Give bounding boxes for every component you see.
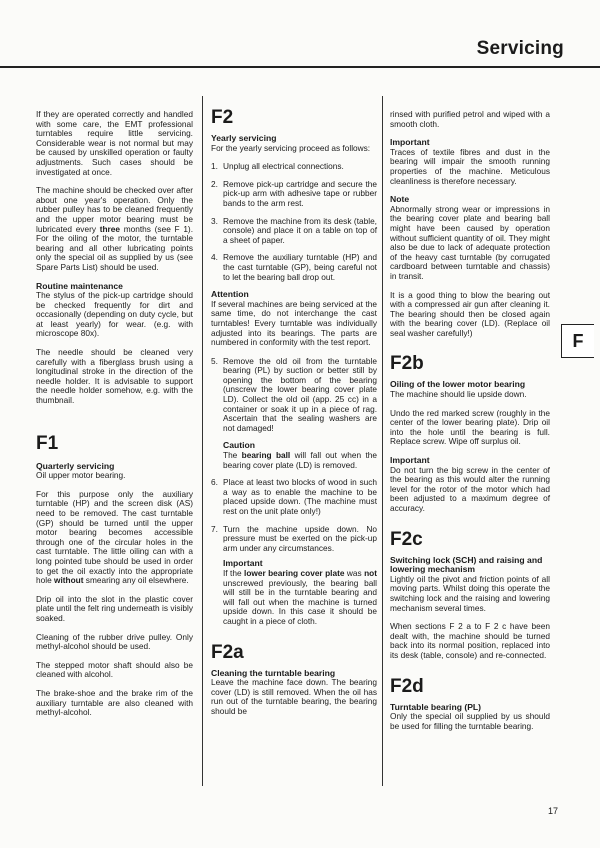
section-f2d-heading: F2d	[390, 675, 424, 697]
blow-text: It is a good thing to blow the bearing out with a compressed air gun after cleaning it. The bearing should then be closed again with the bearing cover (LD). (Replace oil seal washer carefully!)	[390, 289, 550, 338]
cleaning-bearing-heading: Cleaning the turntable bearing	[211, 667, 336, 678]
page-title: Servicing	[476, 38, 564, 59]
f1-paragraph-5: The brake-shoe and the brake rim of the auxiliary turntable are also cleaned with methyl-alcohol.	[36, 687, 193, 718]
sections-text: When sections F 2 a to F 2 c have been dealt with, the machine should be turned back into its normal position, replaced into its desk (table, console) and re-connected.	[390, 621, 550, 660]
page-number: 17	[547, 806, 558, 816]
column-3	[390, 110, 550, 740]
important2-heading: Important	[390, 455, 430, 466]
f1-paragraph-4: The stepped motor shaft should also be cleaned with alcohol.	[36, 659, 193, 680]
routine-paragraph: The stylus of the pick-up cartridge should be checked frequently for dirt and occasionally (depending on duty cycle, but at least yearly) for wear. (e.g. with microscope 80x).	[36, 290, 193, 339]
f1-paragraph-2: Drip oil into the slot in the plastic cover plate until the felt ring underneath is visibly soaked.	[36, 593, 193, 623]
section-f2a-heading: F2a	[211, 641, 244, 663]
section-f2c-heading: F2c	[390, 528, 423, 550]
important-heading: Important	[390, 137, 430, 148]
step-item: 6. Place at least two blocks of wood in such a way as to enable the machine to be placed upside down. (The machine must rest on the unit plate only!)	[211, 477, 377, 516]
undo-text: Undo the red marked screw (roughly in the center of the lower bearing plate). Drip oil into the hole until the bearing is full. Replace screw. Wipe off surplus oil.	[390, 407, 550, 447]
switching-lock-heading: Switching lock (SCH) and raising and lowering mechanism	[390, 554, 543, 575]
column-divider	[382, 96, 383, 786]
f1-paragraph-1: For this purpose only the auxiliary turntable (HP) and the screen disk (AS) need to be removed. The cast turntable (GP) should be turned until the upper motor bearing becomes accessible through one of the circular holes in the cast turntable. The little oiling can with a long pointed tube should be used in order to get the oil exactly into the appropriate hole without smearing any oil elsewhere.	[36, 488, 193, 586]
oiling-heading: Oiling of the lower motor bearing	[390, 379, 526, 390]
important-text: If the lower bearing cover plate was not unscrewed previously, the bearing ball will still be in the turntable bearing and will fall out when the machine is turned upside down. In this case it should be caught in a piece of cloth.	[223, 567, 377, 626]
header-rule	[0, 66, 600, 68]
yearly-servicing-heading: Yearly servicing	[211, 133, 277, 143]
important2-text: Do not turn the big screw in the center of the bearing as this would alter the running level for the rotor of the motor which had been adjusted to a maximum degree of accuracy.	[390, 464, 550, 513]
chapter-tab: F	[561, 324, 594, 358]
step-item: 5. Remove the old oil from the turntable bearing (PL) by suction or better still by opening the bottom of the bearing (unscrew the lower bearing cover plate LD). Collect the old oil (app. 25 cc) in a container or soak it up in a piece of rag. Ascertain that the sealing washers are not damaged! Caution The bearing ball will fall out when the bearing cover plate (LD) is removed.	[211, 355, 377, 470]
section-f1-heading: F1	[36, 432, 59, 454]
attention-heading: Attention	[211, 289, 249, 300]
section-f2b-heading: F2b	[390, 353, 424, 375]
turntable-bearing-heading: Turntable bearing (PL)	[390, 701, 482, 712]
intro-paragraph: If they are operated correctly and handled with some care, the EMT professional turntables require little servicing. Considerable wear is not normal but may be caused by unskilled operation or faulty adjustments. Such cases should be investigated at once.	[36, 109, 193, 177]
note-heading: Note	[390, 194, 410, 205]
routine-maintenance-heading: Routine maintenance	[36, 280, 123, 291]
servicing-steps	[211, 162, 377, 282]
continued-text: rinsed with purified petrol and wiped with a smooth cloth.	[390, 109, 550, 129]
important-heading: Important	[223, 558, 263, 569]
column-2	[211, 108, 377, 726]
step-item: 2. Remove pick-up cartridge and secure the pick-up arm with adhesive tape or rubber bands to the arm rest.	[211, 178, 377, 208]
switching-lock-text: Lightly oil the pivot and friction points of all moving parts. Whilst doing this operate the switching lock and the raising and lowering mechanism several times.	[390, 573, 550, 613]
step-item: 7. Turn the machine upside down. No pressure must be exerted on the pick-up arm under any circumstances. Important If the lower bearing cover plate was not unscrewed previously, the bearing ball will still be in the turntable bearing and will fall out when the machine is turned upside down. In this case it should be caught in a piece of cloth.	[211, 523, 377, 626]
f1-paragraph-3: Cleaning of the rubber drive pulley. Only methyl-alcohol should be used.	[36, 631, 193, 652]
servicing-steps-cont	[211, 357, 377, 627]
checkup-paragraph: The machine should be checked over after about one year's operation. Only the rubber pulley has to be cleaned frequently and the upper motor bearing must be lubricated every three months (see F 1). For the oiling of the motor, the turntable bearing and all other lubricating points only the special oil as supplied by us (see Spare Parts List) should be used.	[36, 185, 194, 272]
column-1	[36, 110, 193, 727]
step-item: 3. Remove the machine from its desk (table, console) and place it on a table on top of a sheet of paper.	[211, 215, 377, 245]
step-item: 4. Remove the auxiliary turntable (HP) and the cast turntable (GP), being careful not to let the bearing ball drop out.	[211, 252, 377, 282]
important-text: Traces of textile fibres and dust in the bearing will impair the smooth running properties of the machine. Meticulous cleanliness is therefore necessary.	[390, 146, 550, 186]
turntable-bearing-text: Only the special oil supplied by us should be used for filling the turntable bearing.	[390, 711, 550, 731]
quarterly-text: Oil upper motor bearing.	[36, 470, 126, 481]
quarterly-servicing-heading: Quarterly servicing	[36, 460, 115, 471]
section-f2-heading: F2	[211, 107, 234, 128]
caution-text: The bearing ball will fall out when the bearing cover plate (LD) is removed.	[223, 450, 377, 470]
oiling-text: The machine should lie upside down.	[390, 389, 527, 400]
caution-heading: Caution	[223, 440, 255, 451]
cleaning-text: Leave the machine face down. The bearing cover (LD) is still removed. When the oil has run out of the turntable bearing, the bearing should be	[211, 677, 377, 716]
column-divider	[202, 96, 203, 786]
attention-text: If several machines are being serviced at the same time, do not interchange the cast turntables! Every turntable was individually adjusted into its bearings. The parts are numbered in conformity with the test report.	[211, 298, 377, 348]
step-item: 1. Unplug all electrical connections.	[211, 161, 344, 172]
yearly-text: For the yearly servicing proceed as follows:	[211, 142, 371, 153]
needle-paragraph: The needle should be cleaned very carefully with a fiberglass brush using a longitudinal stroke in the direction of the needle holder. It is advisable to support the needle holder somehow, e.g. with the thumbnail.	[36, 347, 193, 406]
note-text: Abnormally strong wear or impressions in the bearing cover plate and bearing ball might have been caused by operation without sufficient quantity of oil. They might also be due to lack of adequate protection of the heavy cast turntable (by corrugated cardboard between turntable and chassis) in transit.	[390, 203, 550, 281]
